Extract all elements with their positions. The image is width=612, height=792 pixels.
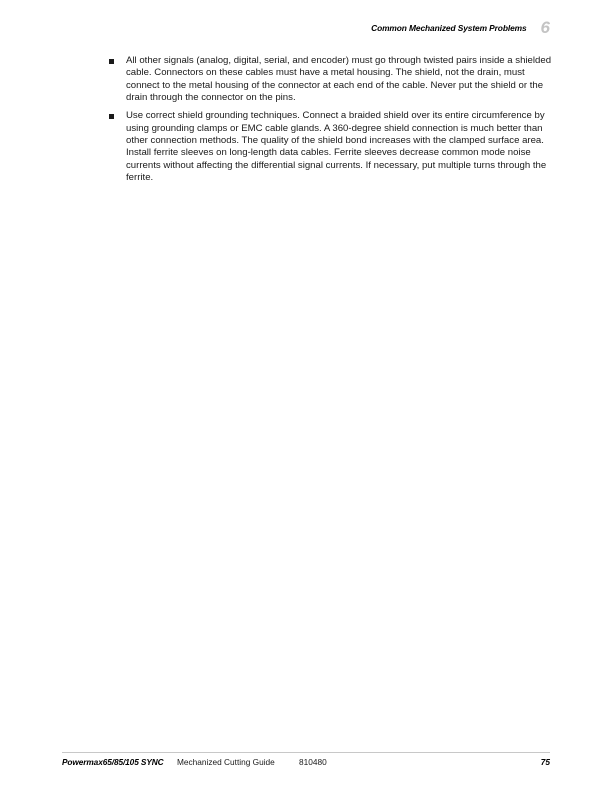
page-footer xyxy=(62,757,550,769)
page-header xyxy=(371,18,550,38)
footer-doc-number: 810480 xyxy=(299,757,327,767)
square-bullet-icon xyxy=(109,114,114,119)
bullet-text: All other signals (analog, digital, serial, and encoder) must go through twisted pairs inside a shielded cable. Connectors on these cables must have a metal housing. The shield, not the drain, must connect to the metal housing of the connector at each end of the cable. Never put the shield or the drain through the connector on the pins. xyxy=(126,55,552,104)
footer-divider xyxy=(62,752,550,753)
section-title: Common Mechanized System Problems xyxy=(371,23,527,33)
bullet-item-signals xyxy=(107,55,552,105)
page-number: 75 xyxy=(540,757,550,767)
chapter-number: 6 xyxy=(540,18,550,37)
bullet-list xyxy=(107,55,552,190)
footer-guide-title: Mechanized Cutting Guide xyxy=(177,757,275,767)
bullet-text: Use correct shield grounding techniques. Connect a braided shield over its entire circumference by using grounding clamps or EMC cable glands. A 360-degree shield connection is much better than other connection methods. The quality of the shield bond increases with the clamped surface area. Install ferrite sleeves on long-length data cables. Ferrite sleeves decrease common mode noise currents without affecting the differential signal currents. If necessary, put multiple turns through the ferrite. xyxy=(126,110,547,184)
square-bullet-icon xyxy=(109,59,114,64)
bullet-item-grounding xyxy=(107,110,552,184)
footer-product-name: Powermax65/85/105 SYNC xyxy=(62,757,164,767)
